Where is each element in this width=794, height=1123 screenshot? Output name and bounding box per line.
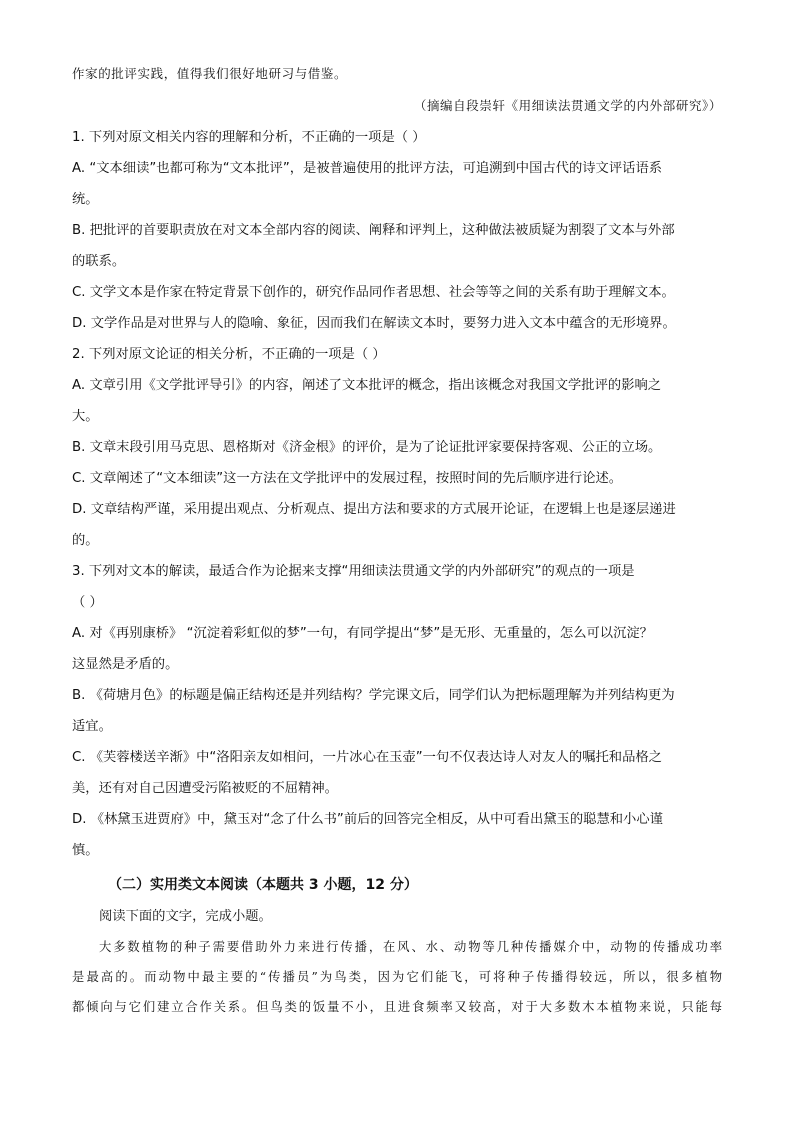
question-2 (72, 339, 722, 556)
question-1 (72, 122, 722, 339)
question-2-option-d: D. 文章结构严谨，采用提出观点、分析观点、提出方法和要求的方式展开论证，在逻辑上也是逐层递进 (72, 502, 676, 517)
question-2-option-b: B. 文章末段引用马克思、恩格斯对《济金根》的评价，是为了论证批评家要保持客观、公正的立场。 (72, 440, 662, 455)
question-2-stem: 2. 下列对原文论证的相关分析，不正确的一项是（ ） (72, 347, 386, 362)
reading-passage (72, 932, 722, 1022)
question-2-option-c: C. 文章阐述了“文本细读”这一方法在文学批评中的发展过程，按照时间的先后顺序进行论述。 (72, 471, 623, 486)
question-3-stem: 3. 下列对文本的解读，最适合作为论据来支撑“用细读法贯通文学的内外部研究”的观点的一项是 (72, 564, 635, 579)
question-3-option-c-cont: 美，还有对自己因遭受污陷被贬的不屈精神。 (72, 781, 338, 796)
question-3 (72, 556, 722, 866)
question-1-option-b-cont: 的联系。 (72, 254, 126, 269)
passage-line: 是最高的。而动物中最主要的“传播员”为鸟类，因为它们能飞，可将种子传播得较远，所以，很多植物 (72, 970, 722, 984)
document-page (72, 58, 722, 1022)
passage-line: 都倾向与它们建立合作关系。但鸟类的饭量不小，且进食频率又较高，对于大多数木本植物来说，只能每 (72, 1000, 722, 1014)
question-3-option-b: B. 《荷塘月色》的标题是偏正结构还是并列结构？学完课文后，同学们认为把标题理解为并列结构更为 (72, 688, 675, 703)
question-3-option-d-cont: 慎。 (72, 843, 99, 858)
question-2-option-a-cont: 大。 (72, 409, 99, 424)
question-1-option-a: A. “文本细读”也都可称为“文本批评”，是被普遍使用的批评方法，可追溯到中国古代的诗文评话语系 (72, 161, 663, 176)
source-citation: （摘编自段崇轩《用细读法贯通文学的内外部研究》） (413, 98, 722, 113)
question-3-option-a: A. 对《再别康桥》 “沉淀着彩虹似的梦”一句，有同学提出“梦”是无形、无重量的，怎么可以沉淀？ (72, 626, 653, 641)
question-3-option-b-cont: 适宜。 (72, 719, 112, 734)
question-3-option-a-cont: 这显然是矛盾的。 (72, 657, 179, 672)
question-1-option-b: B. 把批评的首要职责放在对文本全部内容的阅读、阐释和评判上，这种做法被质疑为割裂了文本与外部 (72, 223, 675, 238)
section-heading: （二）实用类文本阅读（本题共 3 小题，12 分） (108, 877, 418, 893)
question-1-option-c: C. 文学文本是作家在特定背景下创作的，研究作品同作者思想、社会等等之间的关系有助于理解文本。 (72, 285, 675, 300)
question-3-stem-cont: （ ） (72, 595, 103, 610)
question-2-option-a: A. 文章引用《文学批评导引》的内容，阐述了文本批评的概念，指出该概念对我国文学批评的影响之 (72, 378, 662, 393)
question-2-option-d-cont: 的。 (72, 533, 99, 548)
passage-line: 大多数植物的种子需要借助外力来进行传播，在风、水、动物等几种传播媒介中，动物的传播成功率 (99, 940, 722, 954)
passage-carry-line: 作家的批评实践，值得我们很好地研习与借鉴。 (72, 66, 348, 81)
question-1-stem: 1. 下列对原文相关内容的理解和分析，不正确的一项是（ ） (72, 130, 426, 145)
question-1-option-d: D. 文学作品是对世界与人的隐喻、象征，因而我们在解读文本时，要努力进入文本中蕴含的无形境界。 (72, 316, 676, 331)
question-1-option-a-cont: 统。 (72, 192, 99, 207)
question-3-option-c: C. 《芙蓉楼送辛渐》中“洛阳亲友如相问，一片冰心在玉壶”一句不仅表达诗人对友人的嘱托和品格之 (72, 750, 662, 765)
section-instruction: 阅读下面的文字，完成小题。 (99, 909, 272, 924)
question-3-option-d: D. 《林黛玉进贾府》中，黛玉对“念了什么书”前后的回答完全相反，从中可看出黛玉的聪慧和小心谨 (72, 812, 663, 827)
